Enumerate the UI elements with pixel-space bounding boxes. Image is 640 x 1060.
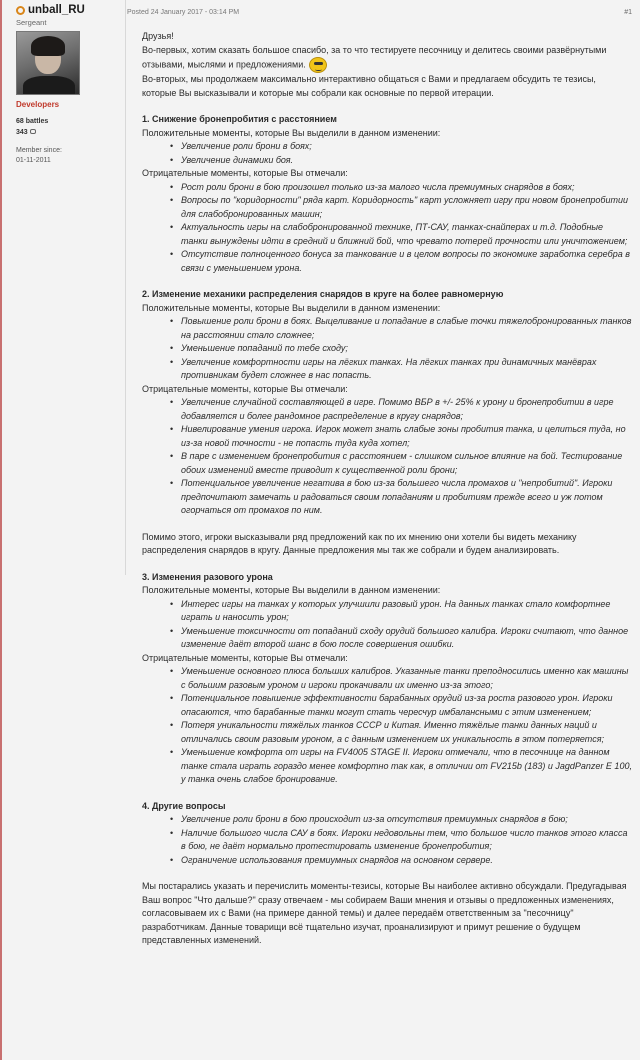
comment-icon <box>30 129 36 134</box>
list-item: • Потенциальное повышение эффективности барабанных орудий из-за роста разового урон. Игроки опасаются, что барабанные танки могут стать чересчур имбалансными с этим изменением; <box>172 692 632 719</box>
avatar[interactable] <box>16 31 80 95</box>
list-item: • Ограничение использования премиумных снарядов на основном сервере. <box>172 854 632 868</box>
member-since <box>16 146 125 166</box>
list-item: • Увеличение случайной составляющей в игре. Помимо ВБР в +/- 25% к урону и бронепробитии в игре добавляется и более рандомное распределение в кругу снарядов; <box>172 396 632 423</box>
post-header <box>127 9 632 16</box>
post-date: Posted 24 January 2017 - 03:14 PM <box>127 9 240 16</box>
section-heading: 4. Другие вопросы <box>142 800 226 811</box>
list-item: • Увеличение роли брони в боях; <box>172 140 632 154</box>
list-item: • Потенциальное увеличение негатива в бою из-за большего числа промахов и "непробитий". Игроки предпочитают замечать и радоваться своим попаданиям и пробитиям прежде всего и уж потом огорчаться от промахов по ним. <box>172 477 632 518</box>
negative-label: Отрицательные моменты, которые Вы отмечали: <box>142 168 348 178</box>
positive-list <box>142 598 632 652</box>
list-item: • Нивелирование умения игрока. Игрок может знать слабые зоны пробития танка, и целиться туда, но из-за новой точности - не попасть туда куда хотел; <box>172 423 632 450</box>
list-item: • Наличие большого числа САУ в боях. Игроки недовольны тем, что большое число танков этого класса в бою, не даёт нормально протестировать изменение бронепробития; <box>172 827 632 854</box>
middle-paragraph: Помимо этого, игроки высказывали ряд предложений как по их мнению они хотели бы видеть механику распределения снарядов в кругу. Данные предложения мы так же собрали и будем анализировать. <box>142 531 577 555</box>
online-status-icon <box>16 6 25 15</box>
author-panel <box>2 0 126 575</box>
list-item: • Уменьшение комфорта от игры на FV4005 STAGE II. Игроки отмечали, что в песочнице на данном танке стала играть гораздо менее комфортно так как, в отличии от FV215b (183) и JagdPanzer E 100, у танка очень слабое бронирование. <box>172 746 632 787</box>
positive-label: Положительные моменты, которые Вы выделили в данном изменении: <box>142 585 441 595</box>
author-group: Developers <box>16 100 60 109</box>
greeting: Друзья! <box>142 31 174 41</box>
list-item: • Интерес игры на танках у которых улучшили разовый урон. На данных танках стало комфортнее играть и наносить урон; <box>172 598 632 625</box>
section-heading: 1. Снижение бронепробития с расстоянием <box>142 114 337 124</box>
list-item: • Рост роли брони в бою произошел только из-за малого числа премиумных снарядов в боях; <box>172 181 632 195</box>
author-name-row[interactable] <box>16 4 125 16</box>
intro-paragraph-1: Во-первых, хотим сказать большое спасибо, за то что тестируете песочницу и делитесь своими развёрнутыми отзывами, мыслями и предложениями. <box>142 44 607 70</box>
member-since-label: Member since: <box>16 147 62 154</box>
list-item: • Уменьшение основного плюса больших калибров. Указанные танки преподносились именно как машины с большим разовым уроном и игроки прокачивали их именно из-за этого; <box>172 665 632 692</box>
other-list <box>142 813 632 867</box>
smiley-icon <box>309 57 327 73</box>
intro-paragraph-2: Во-вторых, мы продолжаем максимально интерактивно общаться с Вами и предлагаем обсудить те тезисы, которые Вы высказывали и которые мы собрали как основные по первой итерации. <box>142 74 596 98</box>
author-battles: 68 battles <box>16 118 49 125</box>
positive-list <box>142 140 632 167</box>
list-item: • Вопросы по "коридорности" ряда карт. Коридорность" карт усложняет игру при новом бронепробитии для слабобронированных машин; <box>172 194 632 221</box>
post-permalink[interactable]: #1 <box>624 9 632 16</box>
author-rank: Sergeant <box>16 18 47 27</box>
list-item: • Увеличение роли брони в бою происходит из-за отсутствия премиумных снарядов в бою; <box>172 813 632 827</box>
negative-label: Отрицательные моменты, которые Вы отмечали: <box>142 383 348 394</box>
positive-list <box>142 315 632 383</box>
author-posts: 343 <box>16 128 28 136</box>
list-item: • Увеличение комфортности игры на лёгких танках. На лёгких танках при динамичных манёврах противникам будет сложнее в нас попасть. <box>172 356 632 383</box>
negative-list <box>142 181 632 276</box>
list-item: • Актуальность игры на слабобронированной технике, ПТ-САУ, танках-снайперах и т.д. Подобные танки вынуждены идти в средний и ближний бой, что чревато потерей прочности или уничтожением; <box>172 221 632 248</box>
post-body <box>142 30 632 948</box>
member-since-date: 01-11-2011 <box>16 157 51 165</box>
closing-paragraph: Мы постарались указать и перечислить моменты-тезисы, которые Вы наиболее активно обсуждали. Предугадывая Ваш вопрос "Что дальше?" сразу отвечаем - мы собираем Ваши мнения и отзывы о предложенных изменениях, согласовываем их с Вами (на примере данной темы) и далее передаём ответственным за "песочницу" разработчикам. Данные товарищи всё тщательно изучат, проанализируют и примут решение о будущем представленных изменений. <box>142 881 627 945</box>
list-item: • Отсутствие полноценного бонуса за танкование и в целом вопросы по экономике заработка серебра в связи с уменьшением урона. <box>172 248 632 275</box>
negative-list <box>142 665 632 787</box>
author-name[interactable]: unball_RU <box>28 4 85 16</box>
list-item: • В паре с изменением бронепробития с расстоянием - слишком сильное влияние на бой. Тестирование обоих изменений вместе приводит к существенной роли брони; <box>172 450 632 477</box>
list-item: • Уменьшение попаданий по тебе сходу; <box>172 342 632 356</box>
list-item: • Повышение роли брони в боях. Выцеливание и попадание в слабые точки тяжелобронированных танков на расстоянии стало сложнее; <box>172 315 632 342</box>
list-item: • Увеличение динамики боя. <box>172 154 632 168</box>
positive-label: Положительные моменты, которые Вы выделили в данном изменении: <box>142 127 441 138</box>
list-item: • Потеря уникальности тяжёлых танков СССР и Китая. Именно тяжёлые танки данных наций и отличались своим разовым уроном, а с данным изменением их уникальность в этом потеряется; <box>172 719 632 746</box>
list-item: • Уменьшение токсичности от попаданий сходу орудий большого калибра. Игроки считают, что данное изменение даёт второй шанс в бою после совершения ошибки. <box>172 625 632 652</box>
positive-label: Положительные моменты, которые Вы выделили в данном изменении: <box>142 302 441 313</box>
section-heading: 2. Изменение механики распределения снарядов в круге на более равномерную <box>142 289 504 299</box>
author-stats <box>16 117 125 138</box>
negative-list <box>142 396 632 518</box>
negative-label: Отрицательные моменты, которые Вы отмечали: <box>142 652 348 663</box>
section-heading: 3. Изменения разового урона <box>142 571 273 582</box>
